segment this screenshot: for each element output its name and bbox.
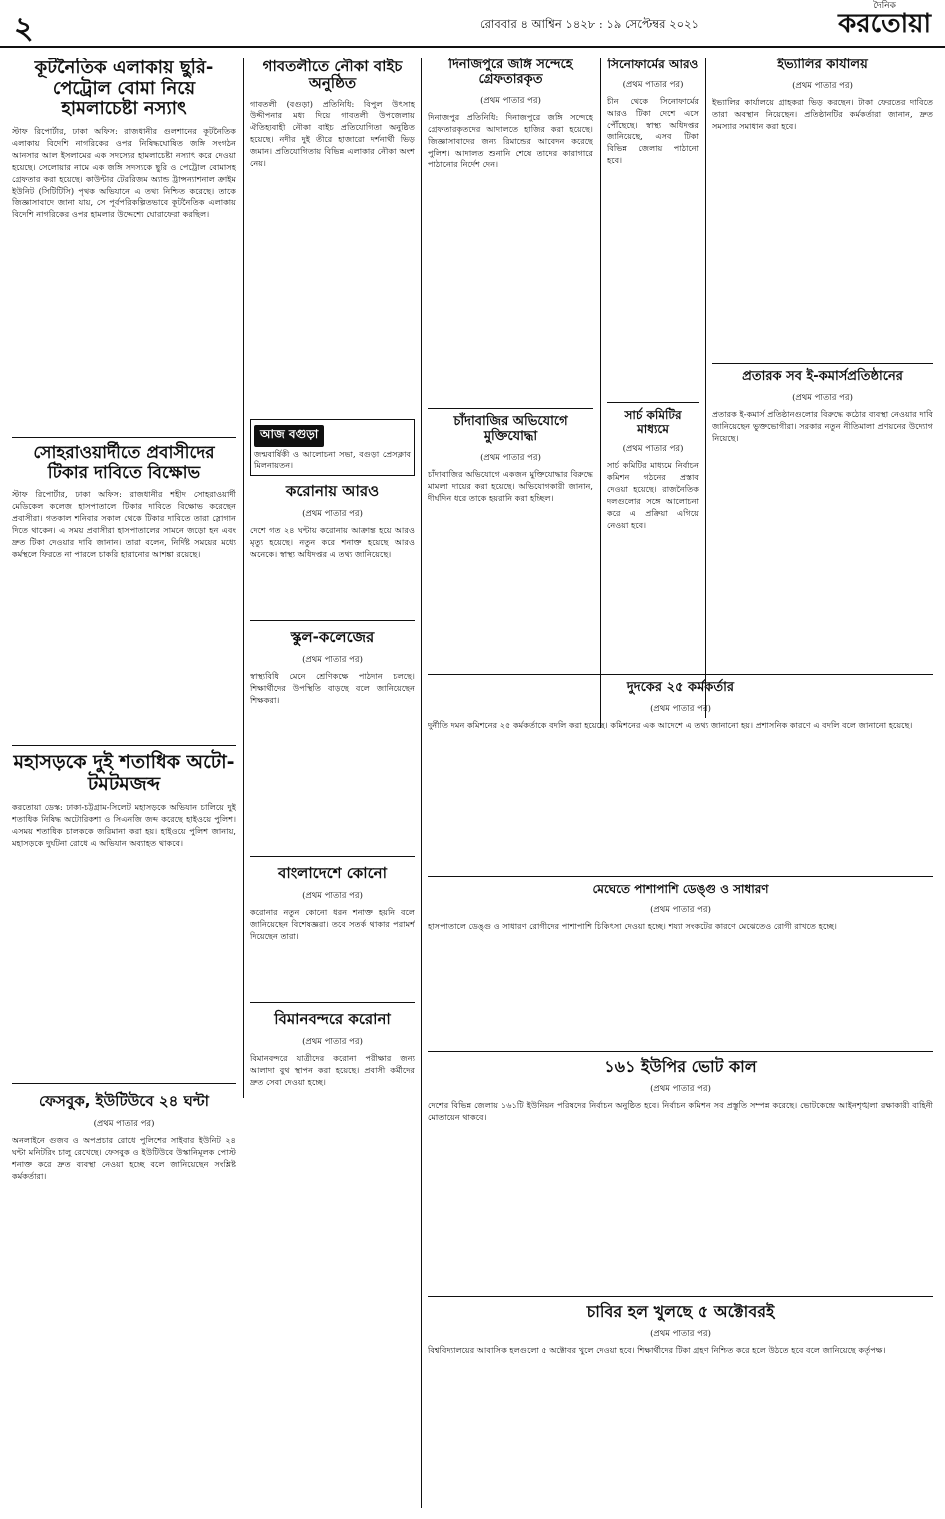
column-4: [607, 58, 699, 668]
story-body: স্টাফ রিপোর্টার, ঢাকা অফিস: রাজধানীর শহীদ সোহরাওয়ার্দী মেডিকেল কলেজ হাসপাতালে টিকার দাবিতে বিক্ষোভ করেছেন প্রবাসীরা। গতকাল শনিবার সকাল থেকে টিকার দাবিতে তারা স্লোগান দিতে থাকেন। এ সময় প্রবাসীরা হাসপাতালের সামনে জড়ো হন এবং দ্রুত টিকা দেওয়ার দাবি জানান। তারা বলেন, নির্দিষ্ট সময়ের মধ্যে কর্মস্থলে ফিরতে না পারলে চাকরি হারানোর আশঙ্কা রয়েছে।: [12, 489, 236, 559]
story-body: চাঁদাবাজির অভিযোগে একজন মুক্তিযোদ্ধার বিরুদ্ধে মামলা দায়ের করা হয়েছে। অভিযোগকারী জানান, দীর্ঘদিন ধরে তাকে হয়রানি করা হচ্ছিল।: [428, 468, 593, 503]
divider: [428, 1051, 933, 1052]
masthead-small: দৈনিক: [873, 1, 896, 11]
continued-label: (প্রথম পাতার পর): [650, 703, 711, 714]
bottom-story-2: [428, 1290, 933, 1510]
divider: [428, 674, 933, 675]
divider: [12, 1083, 236, 1084]
story-headline: দিনাজপুরে জঙ্গি সন্দেহে গ্রেফতারকৃত: [448, 58, 573, 87]
story-headline: ইভ্যালির কার্যালয়: [777, 58, 868, 72]
divider: [712, 363, 933, 364]
story-body: গাবতলী (বগুড়া) প্রতিনিধি: বিপুল উৎসাহ উদ্দীপনার মধ্য দিয়ে গাবতলী উপজেলায় ঐতিহ্যবাহী নৌকা বাইচ প্রতিযোগিতা অনুষ্ঠিত হয়েছে। নদীর দুই তীরে হাজারো দর্শনার্থী ভিড় জমান। প্রতিযোগিতায় বিভিন্ন এলাকার নৌকা অংশ নেয়।: [250, 98, 415, 168]
page-header: [0, 0, 945, 48]
story-headline: কূটনৈতিক এলাকায় ছুরি-পেট্রোল বোমা নিয়ে হামলাচেষ্টা নস্যাৎ: [34, 58, 214, 120]
story-headline: চাঁদাবাজির অভিযোগে মুক্তিযোদ্ধা: [453, 413, 568, 444]
continued-label: (প্রথম পাতার পর): [622, 79, 684, 90]
story-body: করোনার নতুন কোনো ধরন শনাক্ত হয়নি বলে জানিয়েছেন বিশেষজ্ঞরা। তবে সতর্ক থাকার পরামর্শ দিয়েছেন তারা।: [250, 907, 415, 942]
story-headline: দুদকের ২৫ কর্মকর্তার: [626, 680, 735, 695]
story-body: বিমানবন্দরে যাত্রীদের করোনা পরীক্ষার জন্য আলাদা বুথ স্থাপন করা হয়েছে। প্রবাসী কর্মীদের দ্রুত সেবা দেওয়া হচ্ছে।: [250, 1053, 415, 1088]
divider: [607, 402, 699, 403]
story-body: চীন থেকে সিনোফার্মের আরও টিকা দেশে এসে পৌঁছেছে। স্বাস্থ্য অধিদপ্তর জানিয়েছে, এসব টিকা বিভিন্ন জেলায় পাঠানো হবে।: [607, 95, 699, 166]
page-number: ২: [14, 11, 34, 46]
today-body: জন্মবার্ষিকী ও আলোচনা সভা, বগুড়া প্রেসক্লাব মিলনায়তন।: [254, 448, 411, 471]
continued-label: (প্রথম পাতার পর): [302, 509, 363, 520]
column-divider: [705, 58, 706, 718]
divider: [428, 408, 593, 409]
continued-label: (প্রথম পাতার পর): [480, 452, 541, 463]
story-headline: বিমানবন্দরে করোনা: [274, 1010, 391, 1029]
today-badge: আজ বগুড়া: [254, 425, 324, 447]
divider: [250, 620, 415, 621]
divider: [428, 876, 933, 877]
story-body: স্বাস্থ্যবিধি মেনে শ্রেণিকক্ষে পাঠদান চলছে। শিক্ষার্থীদের উপস্থিতি বাড়ছে বলে জানিয়েছেন শিক্ষকরা।: [250, 671, 415, 706]
continued-label: (প্রথম পাতার পর): [302, 655, 363, 666]
story-body: হাসপাতালে ডেঙ্গু ও সাধারণ রোগীদের পাশাপাশি চিকিৎসা দেওয়া হচ্ছে। শয্যা সংকটের কারণে মেঝেতেও রোগী রাখতে হচ্ছে।: [428, 920, 837, 931]
story-body: দুর্নীতি দমন কমিশনের ২৫ কর্মকর্তাকে বদলি করা হয়েছে। কমিশনের এক আদেশে এ তথ্য জানানো হয়। প্রশাসনিক কারণে এ বদলি বলে জানানো হয়েছে।: [428, 719, 913, 730]
continued-label: (প্রথম পাতার পর): [650, 1084, 711, 1095]
story-headline: মেঘেতে পাশাপাশি ডেঙ্গু ও সাধারণ: [592, 881, 769, 896]
column-2: [250, 58, 415, 1098]
story-headline: সিনোফার্মের আরও: [607, 58, 699, 71]
masthead-title: করতোয়া: [838, 9, 931, 39]
column-1: [12, 58, 236, 1508]
column-divider: [600, 58, 601, 728]
continued-label: (প্রথম পাতার পর): [622, 444, 684, 455]
continued-label: (প্রথম পাতার পর): [650, 1329, 711, 1340]
story-headline: গাবতলীতে নৌকা বাইচ অনুষ্ঠিত: [262, 58, 403, 93]
continued-label: (প্রথম পাতার পর): [302, 1037, 363, 1048]
story-body: অনলাইনে গুজব ও অপপ্রচার রোধে পুলিশের সাইবার ইউনিট ২৪ ঘন্টা মনিটরিং চালু রেখেছে। ফেসবুক ও ইউটিউবে উস্কানিমূলক পোস্ট শনাক্ত করে দ্রুত ব্যবস্থা নেওয়া হচ্ছে বলে জানিয়েছেন সংশ্লিষ্ট কর্মকর্তারা।: [12, 1134, 236, 1181]
date-line: রোববার ৪ আশ্বিন ১৪২৮ : ১৯ সেপ্টেম্বর ২০২১: [480, 17, 699, 31]
bottom-story-1: [428, 1045, 933, 1285]
column-5: [712, 58, 933, 668]
continued-label: (প্রথম পাতার পর): [792, 80, 853, 91]
story-headline: মহাসড়কে দুই শতাধিক অটো-টমটমজব্দ: [13, 751, 235, 795]
dudok-section: [428, 668, 933, 1038]
story-body: করতোয়া ডেস্ক: ঢাকা-চট্টগ্রাম-সিলেট মহাসড়কে অভিযান চালিয়ে দুই শতাধিক নিষিদ্ধ অটোরিকশা ও সিএনজি জব্দ করেছে হাইওয়ে পুলিশ। এসময় শতাধিক চালককে জরিমানা করা হয়। হাইওয়ে পুলিশ জানায়, মহাসড়কে দুর্ঘটনা রোধে এ অভিযান অব্যাহত থাকবে।: [12, 801, 236, 848]
story-headline: সোহরাওয়ার্দীতে প্রবাসীদের টিকার দাবিতে বিক্ষোভ: [33, 443, 215, 483]
continued-label: (প্রথম পাতার পর): [93, 1118, 155, 1129]
divider: [250, 856, 415, 857]
story-headline: বাংলাদেশে কোনো: [278, 864, 387, 883]
continued-label: (প্রথম পাতার পর): [650, 904, 711, 915]
story-body: দেশে গত ২৪ ঘন্টায় করোনায় আক্রান্ত হয়ে আরও মৃত্যু হয়েছে। নতুন করে শনাক্ত হয়েছে আরও অনেকে। স্বাস্থ্য অধিদপ্তর এ তথ্য জানিয়েছে।: [250, 525, 415, 560]
divider: [428, 1296, 933, 1297]
story-body: বিশ্ববিদ্যালয়ের আবাসিক হলগুলো ৫ অক্টোবর খুলে দেওয়া হবে। শিক্ষার্থীদের টিকা গ্রহণ নিশ্চিত করে হলে উঠতে হবে বলে জানিয়েছে কর্তৃপক্ষ।: [428, 1345, 886, 1356]
story-headline: সার্চ কমিটির মাধ্যমে: [624, 407, 682, 436]
story-body: দিনাজপুর প্রতিনিধি: দিনাজপুরে জঙ্গি সন্দেহে গ্রেফতারকৃতদের আদালতে হাজির করা হয়েছে। জিজ্ঞাসাবাদের জন্য রিমান্ডের আবেদন করেছে পুলিশ। আদালত শুনানি শেষে তাদের কারাগারে পাঠানোর নির্দেশ দেন।: [428, 111, 593, 170]
column-divider: [421, 58, 422, 1508]
story-body: স্টাফ রিপোর্টার, ঢাকা অফিস: রাজধানীর গুলশানের কূটনৈতিক এলাকায় বিদেশি নাগরিকের ওপর নিষিদ্ধঘোষিত জঙ্গি সংগঠন আনসার আল ইসলামের এক সদস্যের হামলাচেষ্টা নস্যাৎ করে দেওয়া হয়েছে। সেলোয়ার নামে এক জঙ্গি সদস্যকে ছুরি ও পেট্রোল বোমাসহ গ্রেফতার করা হয়েছে। কাউন্টার টেররিজম অ্যান্ড ট্রান্সন্যাশনাল ক্রাইম ইউনিট (সিটিটিসি) পৃথক অভিযানে এ তথ্য নিশ্চিত করেছে। তাকে জিজ্ঞাসাবাদে জানা যায়, সে পূর্বপরিকল্পিতভাবে কূটনৈতিক এলাকায় বিদেশি নাগরিকের ওপর হামলার উদ্দেশ্যে ঘোরাফেরা করছিল।: [12, 126, 236, 220]
divider: [12, 745, 236, 746]
divider: [250, 1002, 415, 1003]
continued-label: (প্রথম পাতার পর): [480, 95, 541, 106]
story-body: প্রতারক ই-কমার্স প্রতিষ্ঠানগুলোর বিরুদ্ধে কঠোর ব্যবস্থা নেওয়ার দাবি জানিয়েছেন ভুক্তভোগীরা। সরকার নতুন নীতিমালা প্রণয়নের উদ্যোগ নিয়েছে।: [712, 408, 933, 443]
story-headline: চাবির হল খুলছে ৫ অক্টোবরই: [586, 1302, 775, 1321]
masthead: [838, 2, 931, 37]
continued-label: (প্রথম পাতার পর): [302, 891, 363, 902]
divider: [12, 437, 236, 438]
today-box: [250, 419, 415, 477]
continued-label: (প্রথম পাতার পর): [792, 392, 853, 403]
story-headline: ফেসবুক, ইউটিউবে ২৪ ঘন্টা: [38, 1091, 210, 1110]
story-body: দেশের বিভিন্ন জেলায় ১৬১টি ইউনিয়ন পরিষদের নির্বাচন অনুষ্ঠিত হবে। নির্বাচন কমিশন সব প্রস্তুতি সম্পন্ন করেছে। ভোটকেন্দ্রে আইনশৃঙ্খলা রক্ষাকারী বাহিনী মোতায়েন থাকবে।: [428, 1100, 933, 1123]
column-divider: [243, 58, 244, 1098]
story-headline: ১৬১ ইউপির ভোট কাল: [604, 1057, 757, 1076]
story-headline: করোনায় আরও: [285, 482, 380, 501]
story-headline: স্কুল-কলেজের: [290, 628, 375, 647]
story-headline: প্রতারক সব ই-কমার্সপ্রতিষ্ঠানের: [742, 368, 903, 384]
story-body: সার্চ কমিটির মাধ্যমে নির্বাচন কমিশন গঠনের প্রস্তাব দেওয়া হয়েছে। রাজনৈতিক দলগুলোর সঙ্গে আলোচনা করে এ প্রক্রিয়া এগিয়ে নেওয়া হবে।: [607, 460, 699, 530]
story-body: ইভ্যালির কার্যালয়ে গ্রাহকরা ভিড় করছেন। টাকা ফেরতের দাবিতে তারা অবস্থান নিয়েছেন। প্রতিষ্ঠানটির কর্মকর্তারা জানান, দ্রুত সমস্যার সমাধান করা হবে।: [712, 96, 933, 131]
